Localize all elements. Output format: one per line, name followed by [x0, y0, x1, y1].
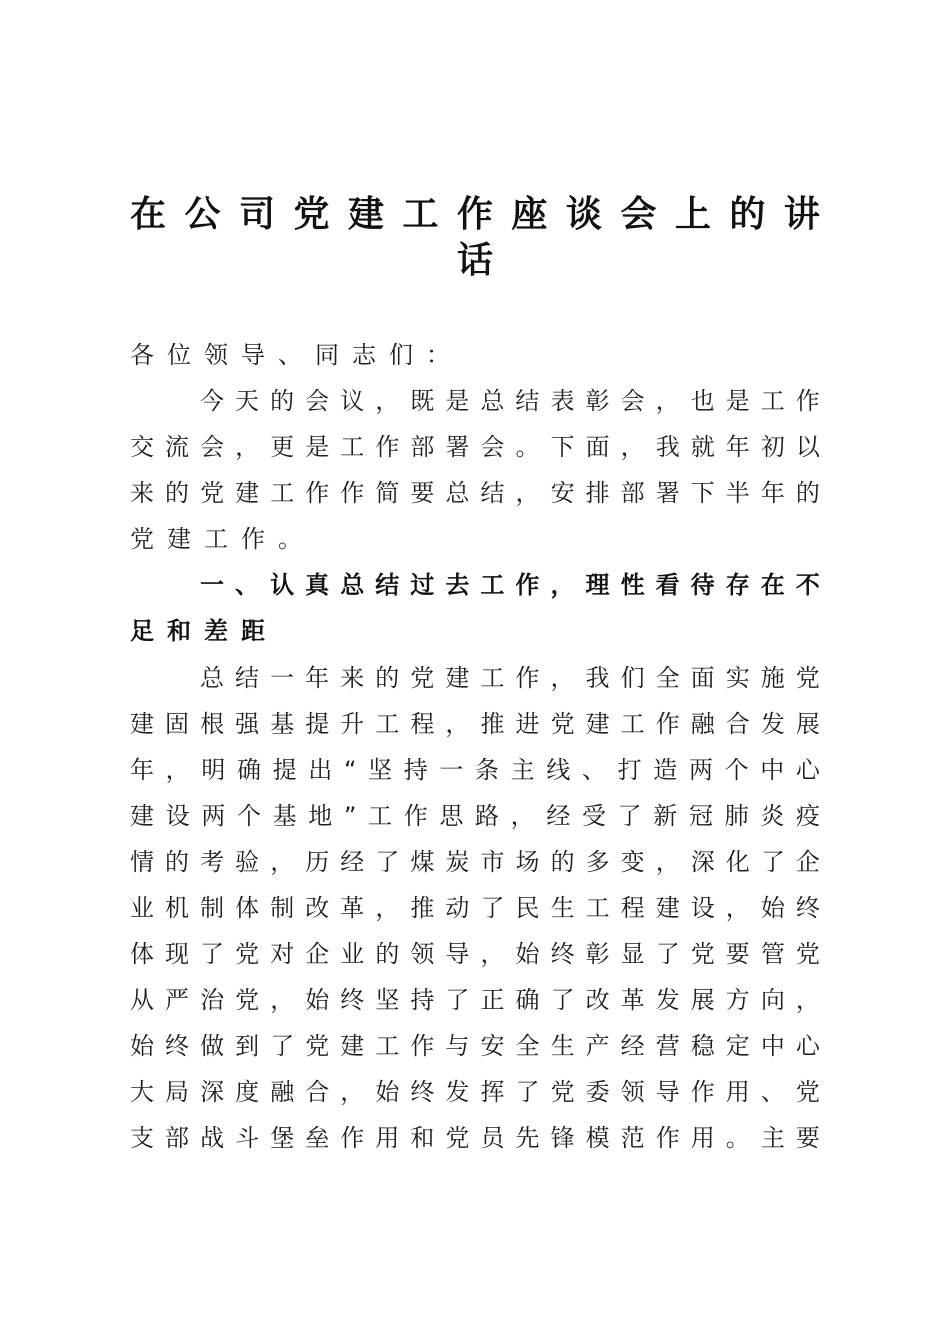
paragraph-2-line-7: 体 现 了 党 对 企 业 的 领 导 ， 始 终 彰 显 了 党 要 管 党 — [130, 940, 820, 968]
paragraph-2-line-9: 始 终 做 到 了 党 建 工 作 与 安 全 生 产 经 营 稳 定 中 心 — [130, 1032, 820, 1060]
paragraph-2-line-5: 情 的 考 验 ， 历 经 了 煤 炭 市 场 的 多 变 ， 深 化 了 企 — [130, 848, 820, 876]
paragraph-2-line-1: 总 结 一 年 来 的 党 建 工 作 ， 我 们 全 面 实 施 党 — [200, 664, 820, 692]
paragraph-2-line-8: 从 严 治 党 ， 始 终 坚 持 了 正 确 了 改 革 发 展 方 向 ， — [130, 986, 820, 1014]
paragraph-2-line-11: 支 部 战 斗 堡 垒 作 用 和 党 员 先 锋 模 范 作 用 。 主 要 — [130, 1124, 820, 1152]
document-title-line-1: 在 公 司 党 建 工 作 座 谈 会 上 的 讲 — [130, 193, 820, 235]
paragraph-1-line-4: 党建工作。 — [130, 525, 315, 553]
salutation: 各位领导、同志们： — [130, 341, 463, 369]
document-title-line-2: 话 — [456, 239, 493, 281]
paragraph-2-line-4: 建 设 两 个 基 地 ” 工 作 思 路 ， 经 受 了 新 冠 肺 炎 疫 — [130, 802, 820, 830]
paragraph-1-line-3: 来 的 党 建 工 作 作 简 要 总 结 ， 安 排 部 署 下 半 年 的 — [130, 479, 820, 507]
paragraph-2-line-3: 年 ， 明 确 提 出 “ 坚 持 一 条 主 线 、 打 造 两 个 中 心 — [130, 756, 820, 784]
paragraph-1-line-2: 交 流 会 ， 更 是 工 作 部 署 会 。 下 面 ， 我 就 年 初 以 — [130, 433, 820, 461]
paragraph-2-line-10: 大 局 深 度 融 合 ， 始 终 发 挥 了 党 委 领 导 作 用 、 党 — [130, 1078, 820, 1106]
section-heading-1-line-2: 足和差距 — [130, 617, 278, 645]
paragraph-2-line-6: 业 机 制 体 制 改 革 ， 推 动 了 民 生 工 程 建 设 ， 始 终 — [130, 894, 820, 922]
paragraph-2-line-2: 建 固 根 强 基 提 升 工 程 ， 推 进 党 建 工 作 融 合 发 展 — [130, 710, 820, 738]
paragraph-1-line-1: 今 天 的 会 议 ， 既 是 总 结 表 彰 会 ， 也 是 工 作 — [200, 387, 820, 415]
section-heading-1-line-1: 一 、 认 真 总 结 过 去 工 作 ， 理 性 看 待 存 在 不 — [200, 571, 820, 599]
